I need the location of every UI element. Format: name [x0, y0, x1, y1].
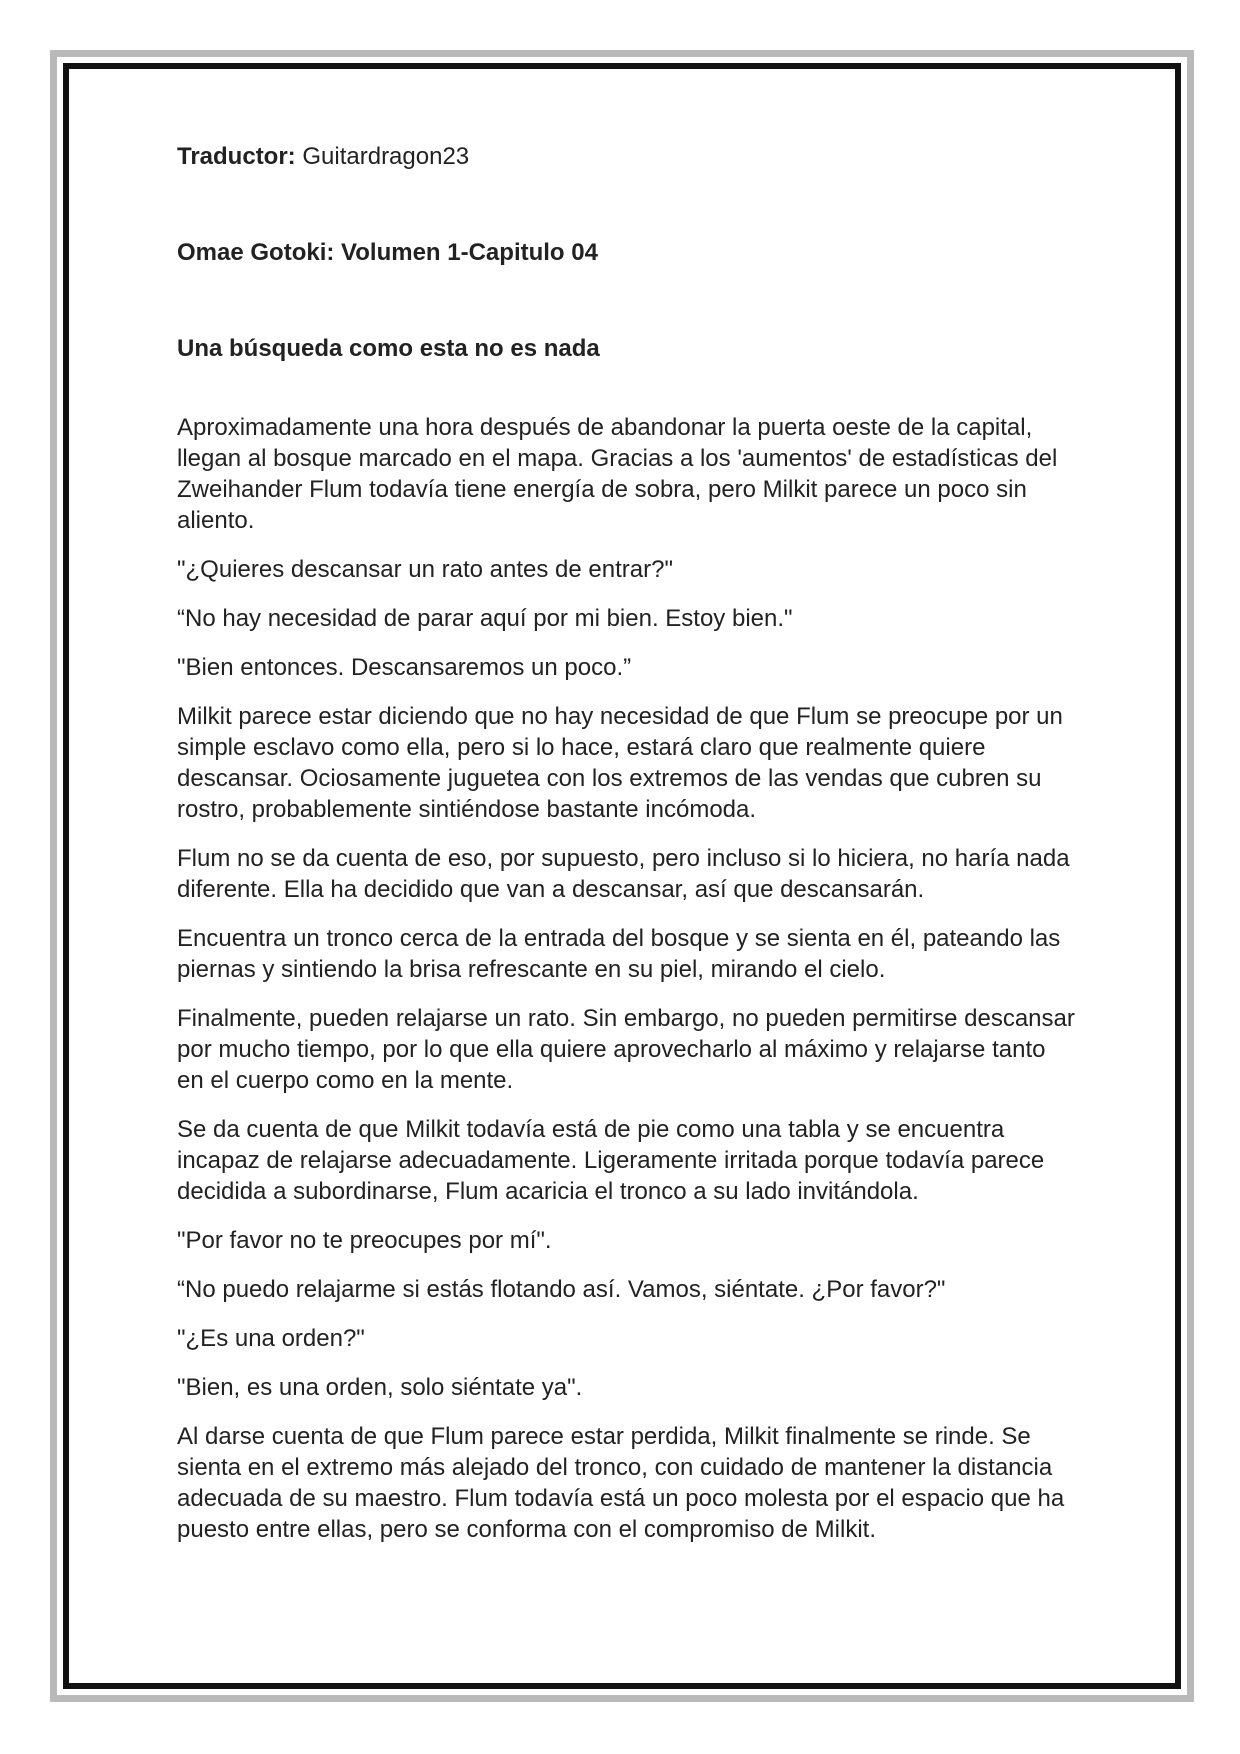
section-title: Una búsqueda como esta no es nada: [177, 335, 600, 362]
paragraph-2: "¿Quieres descansar un rato antes de entrar?": [177, 556, 673, 583]
document-body: [177, 142, 1077, 1563]
chapter-title: Omae Gotoki: Volumen 1-Capitulo 04: [177, 239, 598, 266]
paragraph-8: Finalmente, pueden relajarse un rato. Sin embargo, no pueden permitirse descansar por mucho tiempo, por lo que ella quiere aprovecharlo al máximo y relajarse tanto en el cuerpo como en la mente.: [177, 1005, 1075, 1094]
paragraph-7: Encuentra un tronco cerca de la entrada del bosque y se sienta en él, pateando las piernas y sintiendo la brisa refrescante en su piel, mirando el cielo.: [177, 925, 1061, 983]
paragraph-13: "Bien, es una orden, solo siéntate ya".: [177, 1374, 583, 1401]
paragraph-3: “No hay necesidad de parar aquí por mi bien. Estoy bien.": [177, 605, 793, 632]
translator-name: Guitardragon23: [302, 143, 470, 170]
paragraph-10: "Por favor no te preocupes por mí".: [177, 1227, 552, 1254]
paragraph-1: Aproximadamente una hora después de abandonar la puerta oeste de la capital, llegan al bosque marcado en el mapa. Gracias a los 'aumentos' de estadísticas del Zweihander Flum todavía tiene energía de sobra, pero Milkit parece un poco sin aliento.: [177, 414, 1058, 534]
paragraph-14: Al darse cuenta de que Flum parece estar perdida, Milkit finalmente se rinde. Se sienta en el extremo más alejado del tronco, con cuidado de mantener la distancia adecuada de su maestro. Flum todavía está un poco molesta por el espacio que ha puesto entre ellas, pero se conforma con el compromiso de Milkit.: [177, 1423, 1065, 1543]
paragraph-6: Flum no se da cuenta de eso, por supuesto, pero incluso si lo hiciera, no haría nada diferente. Ella ha decidido que van a descansar, así que descansarán.: [177, 845, 1070, 903]
paragraph-12: "¿Es una orden?": [177, 1325, 365, 1352]
paragraph-5: Milkit parece estar diciendo que no hay necesidad de que Flum se preocupe por un simple esclavo como ella, pero si lo hace, estará claro que realmente quiere descansar. Ociosamente juguetea con los extremos de las vendas que cubren su rostro, probablemente sintiéndose bastante incómoda.: [177, 703, 1063, 823]
paragraph-9: Se da cuenta de que Milkit todavía está de pie como una tabla y se encuentra incapaz de relajarse adecuadamente. Ligeramente irritada porque todavía parece decidida a subordinarse, Flum acaricia el tronco a su lado invitándola.: [177, 1116, 1045, 1205]
translator-line: [177, 142, 1077, 172]
paragraph-11: “No puedo relajarme si estás flotando así. Vamos, siéntate. ¿Por favor?": [177, 1276, 946, 1303]
translator-label: Traductor:: [177, 143, 296, 170]
paragraph-4: "Bien entonces. Descansaremos un poco.”: [177, 654, 632, 681]
